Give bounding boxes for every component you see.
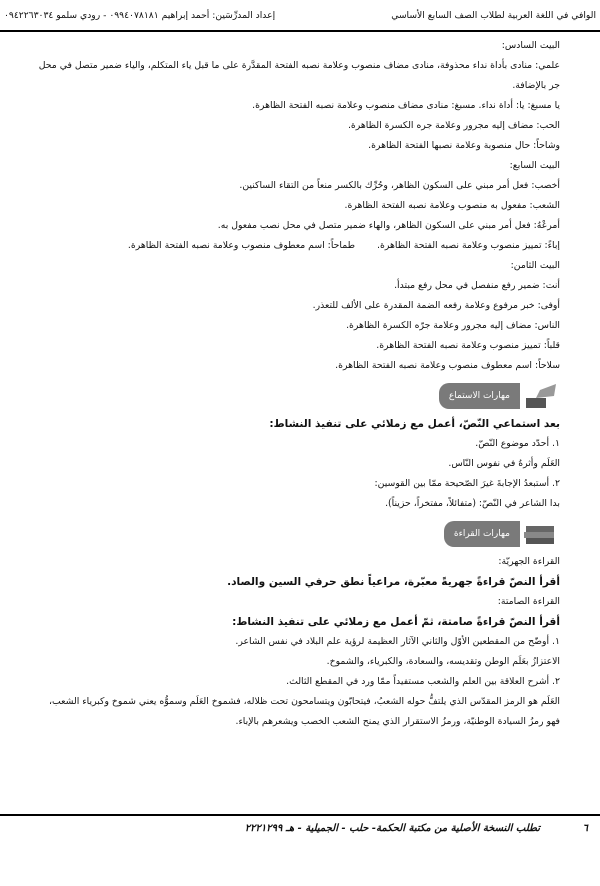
page-footer (0, 814, 600, 842)
silent-reading-instruction: أقرأ النصّ قراءةً صامتة، ثمّ أعمل مع زملائي على تنفيذ النشاط: (232, 616, 560, 628)
verse7-pair (35, 236, 560, 256)
verse7-line: أمرعْهُ: فعل أمر مبني على السكون الظاهر، والهاء ضمير متصل في محل نصب مفعول به. (217, 220, 560, 231)
header-subject: الوافي في اللغة العربية لطلاب الصف السابع الأساسي (391, 10, 596, 21)
page-header (0, 0, 600, 32)
verse7-pair-a: إباءً: تمييز منصوب وعلامة نصبه الفتحة الظاهرة. (377, 240, 560, 251)
header-authors: إعداد المدرِّسَين: أحمد إبراهيم ٠٩٩٤٠٧٨١٨١ - رودي سلمو ٠٩٤٢٢٦٣٠٣٤ (4, 10, 276, 21)
reading-badge-label: مهارات القراءة (444, 521, 520, 547)
verse8-line: أنت: ضمير رفع منفصل في محل رفع مبتدأ. (394, 280, 560, 291)
listening-badge-label: مهارات الاستماع (439, 383, 520, 409)
verse6-line: علمي: منادى بأداة نداء محذوفة، منادى مضاف منصوب وعلامة نصبه الفتحة المقدَّرة على ما قبل ياء المتكلم، والياء ضمير متصل في محل جر بالإضافة. (38, 60, 560, 91)
verse6-line: وشاحاً: حال منصوبة وعلامة نصبها الفتحة الظاهرة. (368, 140, 560, 151)
verse7-pair-b: طماحاً: اسم معطوف منصوب وعلامة نصبه الفتحة الظاهرة. (127, 240, 356, 251)
listening-instruction: بعد استماعي النّصّ، أعمل مع زملائي على تنفيذ النشاط: (269, 418, 560, 430)
footer-text: تطلب النسخة الأصلية من مكتبة الحكمة- حلب - الجميلية - هـ ٢٢٢١٢٩٩ (244, 823, 540, 834)
verse8-line: أوفى: خبر مرفوع وعلامة رفعه الضمة المقدرة على الألف للتعذر. (312, 300, 560, 311)
reading-q2: ٢. أشرح العلاقة بين العلم والشعب مستفيداً ممّا ورد في المقطع الثالث. (286, 676, 560, 687)
verse7-title: البيت السابع: (509, 160, 560, 171)
verse8-title: البيت الثامن: (510, 260, 560, 271)
verse8-line: الناس: مضاف إليه مجرور وعلامة جرّه الكسرة الظاهرة. (346, 320, 560, 331)
verse7-line: الشعب: مفعول به منصوب وعلامة نصبه الفتحة الظاهرة. (344, 200, 560, 211)
listening-a1: العَلَم وأثرهُ في نفوس النّاس. (448, 458, 560, 469)
books-icon (520, 520, 560, 548)
gramophone-icon (520, 382, 560, 410)
listening-q1: ١. أحدّد موضوع النّصّ. (475, 438, 560, 449)
silent-reading-title: القراءة الصامتة: (497, 596, 560, 607)
reading-badge (35, 520, 560, 548)
listening-a2: بدا الشاعر في النّصّ: (متفائلاً، مفتخراً، حزيناً). (385, 498, 560, 509)
reading-a2: العَلَم هو الرمز المقدّس الذي يلتفُّ حوله الشعبُ، فيتحابّون ويتسامحون تحت ظلاله، فشموخ العَلَم وسموُّه يعني شموخ وكبرياء الشعب، فهو رمزُ السيادة الوطنيّة، ورمزُ الاستقرار الذي يمنح الشعب الخصب ويشعرهم بالإباء. (49, 696, 560, 727)
side-bar (570, 36, 598, 812)
verse8-line: سلاحاً: اسم معطوف منصوب وعلامة نصبه الفتحة الظاهرة. (335, 360, 560, 371)
page-content (35, 36, 560, 732)
page-number: ٦ (582, 823, 588, 834)
verse7-line: أخصب: فعل أمر مبني على السكون الظاهر، وحُرِّك بالكسر منعاً من التقاء الساكنين. (239, 180, 560, 191)
verse6-line: يا مسبغ: يا: أداة نداء. مسبغ: منادى مضاف منصوب وعلامة نصبه الفتحة الظاهرة. (252, 100, 560, 111)
listening-badge (35, 382, 560, 410)
listening-q2: ٢. أستبعدُ الإجابةَ غيرَ الصّحيحة ممّا بين القوسين: (374, 478, 560, 489)
loud-reading-title: القراءة الجهريّة: (498, 556, 560, 567)
reading-a1: الاعتزازُ بعَلَم الوطن وتقديسه، والسعادة، والكبرياء، والشموخ. (326, 656, 560, 667)
verse6-title: البيت السادس: (501, 40, 560, 51)
verse8-line: قلباً: تمييز منصوب وعلامة نصبه الفتحة الظاهرة. (376, 340, 560, 351)
verse6-line: الحب: مضاف إليه مجرور وعلامة جره الكسرة الظاهرة. (347, 120, 560, 131)
reading-q1: ١. أوضّح من المقطعين الأوّل والثاني الآثار العظيمة لرؤية علم البلاد في نفس الشاعر. (235, 636, 560, 647)
loud-reading-instruction: أقرأ النصّ قراءةً جهريةً معبّرة، مراعياً نطق حرفي السين والصاد. (227, 576, 560, 588)
